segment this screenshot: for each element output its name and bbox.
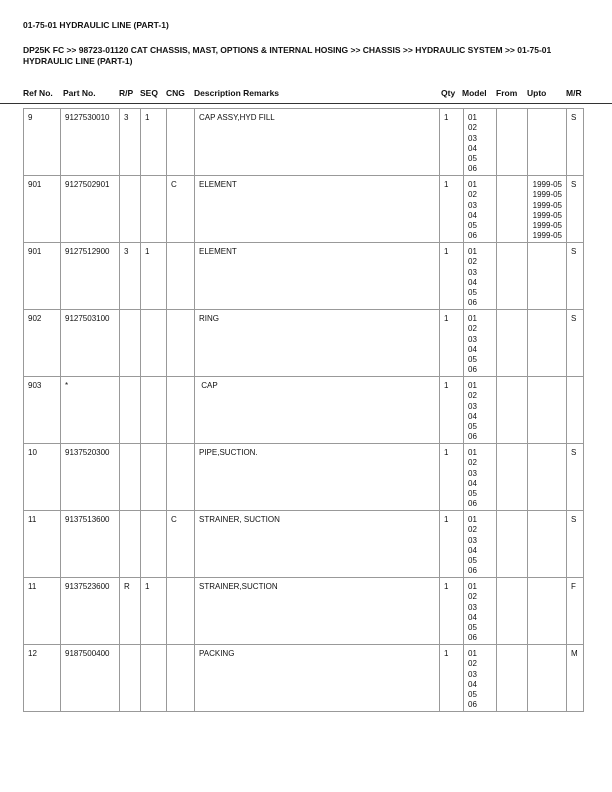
col-desc: Description Remarks (194, 88, 280, 98)
table-row (24, 176, 584, 243)
cell-cng (167, 645, 195, 712)
cell-qty: 1 (440, 511, 464, 578)
cell-from (497, 310, 528, 377)
col-mr: M/R (566, 88, 582, 98)
cell-upto (528, 511, 567, 578)
cell-model: 01 02 03 04 05 06 (464, 243, 497, 310)
table-row (24, 444, 584, 511)
cell-mr: M (567, 645, 584, 712)
breadcrumb: DP25K FC >> 98723-01120 CAT CHASSIS, MAST, OPTIONS & INTERNAL HOSING >> CHASSIS >> HYDRAULIC SYSTEM >> 01-75-01 HYDRAULIC LINE (PART-1) (23, 45, 552, 66)
cell-qty: 1 (440, 310, 464, 377)
cell-mr (567, 377, 584, 444)
cell-seq (141, 444, 167, 511)
cell-ref: 11 (24, 578, 61, 645)
cell-upto (528, 377, 567, 444)
table-header (0, 88, 612, 104)
cell-desc: STRAINER,SUCTION (195, 578, 440, 645)
cell-desc: ELEMENT (195, 243, 440, 310)
cell-model: 01 02 03 04 05 06 (464, 578, 497, 645)
cell-qty: 1 (440, 444, 464, 511)
cell-from (497, 109, 528, 176)
cell-ref: 9 (24, 109, 61, 176)
cell-model: 01 02 03 04 05 06 (464, 310, 497, 377)
cell-rp (120, 176, 141, 243)
cell-rp: 3 (120, 109, 141, 176)
cell-desc: RING (195, 310, 440, 377)
cell-from (497, 511, 528, 578)
cell-qty: 1 (440, 176, 464, 243)
cell-upto (528, 578, 567, 645)
cell-from (497, 176, 528, 243)
cell-from (497, 377, 528, 444)
cell-model: 01 02 03 04 05 06 (464, 176, 497, 243)
cell-desc: ELEMENT (195, 176, 440, 243)
cell-model: 01 02 03 04 05 06 (464, 377, 497, 444)
parts-table (23, 108, 584, 712)
cell-upto (528, 645, 567, 712)
cell-part: 9137523600 (61, 578, 120, 645)
table-row (24, 243, 584, 310)
cell-mr: S (567, 444, 584, 511)
cell-part: 9137513600 (61, 511, 120, 578)
cell-seq: 1 (141, 109, 167, 176)
cell-cng (167, 109, 195, 176)
cell-part: 9137520300 (61, 444, 120, 511)
cell-part: 9127502901 (61, 176, 120, 243)
cell-ref: 901 (24, 243, 61, 310)
cell-part: 9127512900 (61, 243, 120, 310)
cell-part: 9127530010 (61, 109, 120, 176)
cell-upto (528, 444, 567, 511)
cell-model: 01 02 03 04 05 06 (464, 645, 497, 712)
cell-part: 9187500400 (61, 645, 120, 712)
cell-rp (120, 310, 141, 377)
cell-mr: S (567, 511, 584, 578)
cell-ref: 901 (24, 176, 61, 243)
cell-seq (141, 377, 167, 444)
col-ref: Ref No. (23, 88, 53, 98)
cell-cng: C (167, 511, 195, 578)
cell-qty: 1 (440, 578, 464, 645)
cell-from (497, 444, 528, 511)
cell-cng (167, 444, 195, 511)
cell-rp (120, 511, 141, 578)
col-seq: SEQ (140, 88, 158, 98)
cell-rp (120, 377, 141, 444)
cell-desc: CAP ASSY,HYD FILL (195, 109, 440, 176)
cell-qty: 1 (440, 645, 464, 712)
col-from: From (496, 88, 518, 98)
cell-mr: F (567, 578, 584, 645)
cell-from (497, 645, 528, 712)
cell-cng (167, 377, 195, 444)
col-part: Part No. (63, 88, 96, 98)
cell-ref: 902 (24, 310, 61, 377)
cell-qty: 1 (440, 377, 464, 444)
cell-part: 9127503100 (61, 310, 120, 377)
cell-model: 01 02 03 04 05 06 (464, 109, 497, 176)
cell-desc: STRAINER, SUCTION (195, 511, 440, 578)
cell-desc: CAP (195, 377, 440, 444)
cell-desc: PACKING (195, 645, 440, 712)
cell-seq (141, 310, 167, 377)
cell-model: 01 02 03 04 05 06 (464, 444, 497, 511)
table-row (24, 377, 584, 444)
cell-cng (167, 310, 195, 377)
cell-ref: 12 (24, 645, 61, 712)
cell-cng: C (167, 176, 195, 243)
cell-ref: 903 (24, 377, 61, 444)
cell-rp: 3 (120, 243, 141, 310)
col-rp: R/P (119, 88, 134, 98)
cell-qty: 1 (440, 109, 464, 176)
cell-mr: S (567, 176, 584, 243)
cell-from (497, 243, 528, 310)
col-upto: Upto (527, 88, 547, 98)
cell-upto (528, 310, 567, 377)
cell-cng (167, 243, 195, 310)
table-row (24, 511, 584, 578)
table-row (24, 578, 584, 645)
col-model: Model (462, 88, 487, 98)
cell-mr: S (567, 310, 584, 377)
cell-mr: S (567, 243, 584, 310)
cell-cng (167, 578, 195, 645)
cell-seq (141, 511, 167, 578)
cell-mr: S (567, 109, 584, 176)
cell-seq (141, 645, 167, 712)
cell-model: 01 02 03 04 05 06 (464, 511, 497, 578)
cell-from (497, 578, 528, 645)
table-row (24, 645, 584, 712)
cell-upto (528, 109, 567, 176)
cell-rp (120, 645, 141, 712)
cell-desc: PIPE,SUCTION. (195, 444, 440, 511)
cell-seq: 1 (141, 578, 167, 645)
cell-ref: 11 (24, 511, 61, 578)
cell-upto (528, 243, 567, 310)
cell-upto: 1999-05 1999-05 1999-05 1999-05 1999-05 1999-05 (528, 176, 567, 243)
cell-seq (141, 176, 167, 243)
table-row (24, 109, 584, 176)
col-qty: Qty (441, 88, 456, 98)
col-cng: CNG (166, 88, 185, 98)
table-row (24, 310, 584, 377)
cell-part: * (61, 377, 120, 444)
cell-ref: 10 (24, 444, 61, 511)
cell-rp (120, 444, 141, 511)
cell-rp: R (120, 578, 141, 645)
cell-qty: 1 (440, 243, 464, 310)
page-title: 01-75-01 HYDRAULIC LINE (PART-1) (23, 20, 169, 30)
cell-seq: 1 (141, 243, 167, 310)
